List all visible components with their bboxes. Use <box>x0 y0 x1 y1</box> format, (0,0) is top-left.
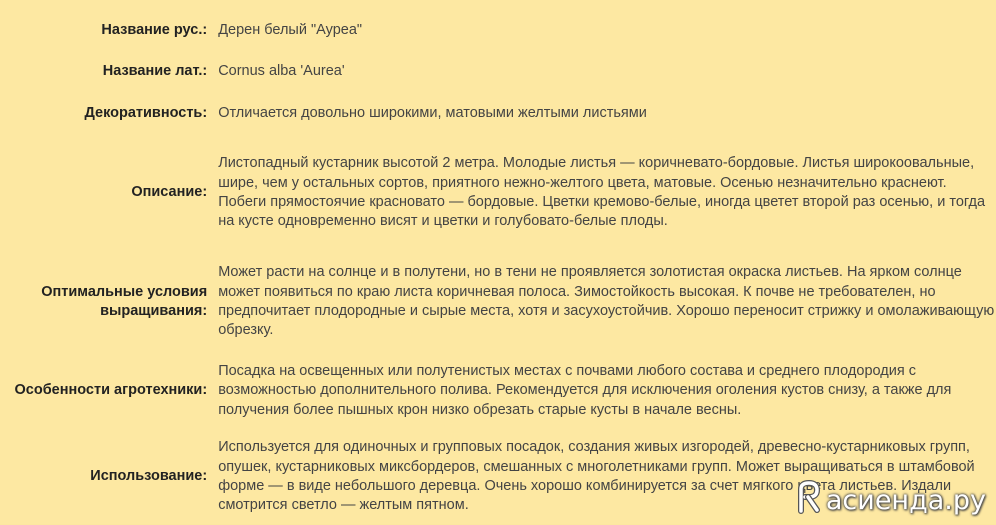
asienda-logo-icon <box>794 480 826 521</box>
property-value: Может расти на солнце и в полутени, но в тени не проявляется золотистая окраска листьев. На ярком солнце может появиться по краю листа коричневая полоса. Зимостойкость высокая. К почве не требователен, но предпочитает плодородные и сырые места, хотя и засухоустойчив. Хорошо переносит стрижку и омолаживающую обрезку. <box>218 264 995 339</box>
property-row-agrotechnics <box>0 353 996 429</box>
property-row-name-lat <box>0 51 996 93</box>
site-watermark <box>794 480 986 521</box>
property-row-name-ru <box>0 10 996 51</box>
property-label: Название рус.: <box>101 21 208 38</box>
property-label: Название лат.: <box>102 63 208 80</box>
property-label: Оптимальные условия выращивания: <box>41 283 208 319</box>
property-value: Отличается довольно широкими, матовыми желтыми листьями <box>218 105 647 122</box>
watermark-text: асиенда.ру <box>825 485 986 516</box>
property-label: Декоративность: <box>84 105 208 122</box>
property-row-decorativeness <box>0 93 996 135</box>
plant-properties-table <box>0 10 996 525</box>
property-value: Посадка на освещенных или полутенистых местах с почвами любого состава и среднего плодородия с возможностью дополнительного полива. Рекомендуется для исключения оголения кустов снизу, а также для получения более пышных крон низко обрезать старые кусты в начале весны. <box>218 363 952 418</box>
property-row-description <box>0 135 996 251</box>
property-label: Описание: <box>131 184 208 201</box>
property-label: Использование: <box>90 468 208 485</box>
property-row-growing-conditions <box>0 251 996 353</box>
property-label: Особенности агротехники: <box>14 382 208 399</box>
property-value: Используется для одиночных и групповых посадок, создания живых изгородей, древесно-кустарниковых групп, опушек, кустарниковых миксбордеров, смешанных с многолетниками групп. Может выращиваться в штамбовой форме — в виде небольшого деревца. Очень хорошо комбинируется за счет мягкого цвета листьев. Издали смотрится светло — желтым пятном. <box>218 439 975 514</box>
property-value: Листопадный кустарник высотой 2 метра. Молодые листья — коричневато-бордовые. Листья широкоовальные, шире, чем у остальных сортов, приятного нежно-желтого цвета, матовые. Осенью незначительно краснеют. Побеги прямостоячие красновато — бордовые. Цветки кремово-белые, иногда цветет второй раз осенью, и тогда на кусте одновременно висят и цветки и голубовато-белые плоды. <box>218 155 986 230</box>
property-value: Дерен белый "Ауреа" <box>218 21 363 38</box>
property-value: Cornus alba 'Aurea' <box>218 63 345 80</box>
